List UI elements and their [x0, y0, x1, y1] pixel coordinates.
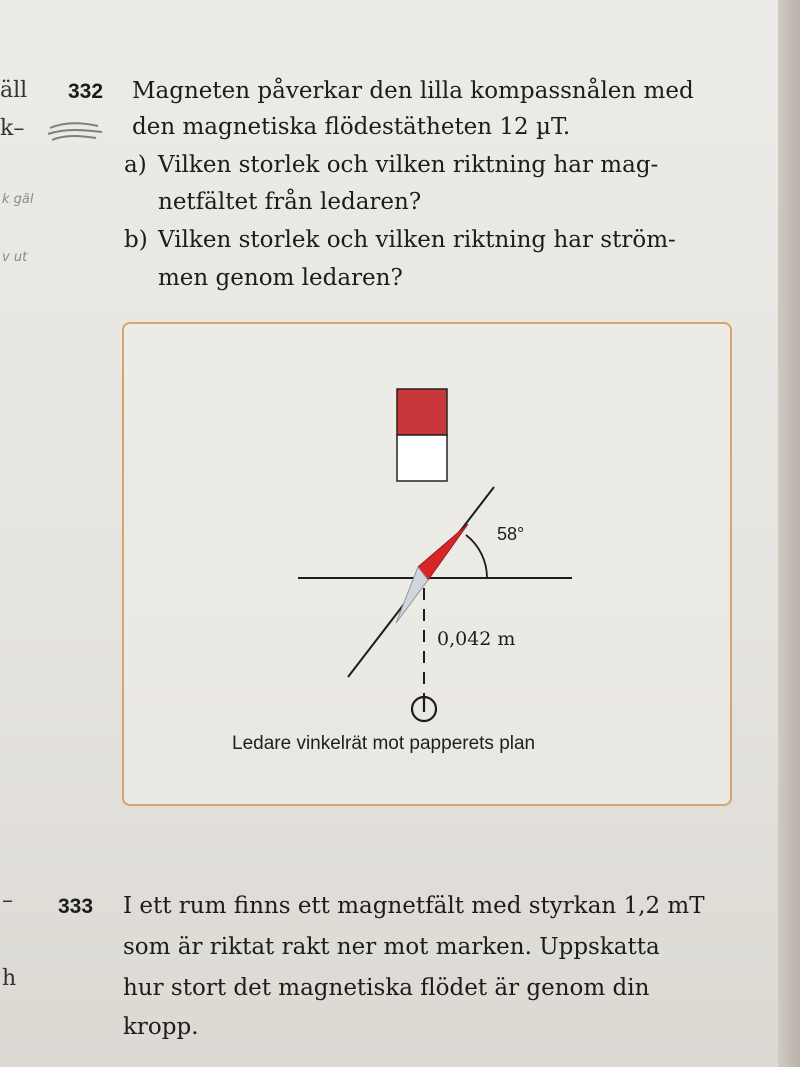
- figure-caption: Ledare vinkelrät mot papperets plan: [232, 733, 536, 754]
- angle-arc: [466, 535, 487, 578]
- part-marker: a): [124, 152, 147, 178]
- part-text-line: Vilken storlek och vilken riktning har mag-: [158, 152, 659, 178]
- pencil-note: v ut: [2, 250, 28, 265]
- problem-text-line: hur stort det magnetiska flödet är genom din: [123, 975, 650, 1001]
- problem-number: 332: [68, 80, 104, 103]
- problem-text-line: I ett rum finns ett magnetfält med styrkan 1,2 mT: [123, 893, 705, 919]
- part-marker: b): [124, 227, 148, 253]
- part-text-line: Vilken storlek och vilken riktning har ström-: [158, 227, 676, 253]
- part-text-line: men genom ledaren?: [158, 265, 403, 291]
- problem-text-line: kropp.: [123, 1014, 199, 1040]
- part-text-line: netfältet från ledaren?: [158, 189, 422, 215]
- problem-text-line: Magneten påverkar den lilla kompassnålen med: [132, 78, 694, 104]
- magnet-north-pole: [397, 389, 447, 435]
- problem-number: 333: [58, 895, 94, 918]
- margin-fragment: äll: [0, 78, 28, 103]
- problem-text-line: den magnetiska flödestätheten 12 µT.: [132, 114, 571, 140]
- problem-text-line: som är riktat rakt ner mot marken. Uppskatta: [123, 934, 660, 960]
- margin-fragment: h: [2, 966, 17, 991]
- distance-label: 0,042 m: [437, 628, 516, 650]
- margin-fragment: –: [2, 888, 13, 913]
- magnet-south-pole: [397, 435, 447, 481]
- needle-north-half: [418, 524, 468, 580]
- pencil-note: k gäl: [2, 192, 34, 207]
- angle-label: 58°: [497, 524, 525, 544]
- margin-fragment: k–: [0, 116, 25, 141]
